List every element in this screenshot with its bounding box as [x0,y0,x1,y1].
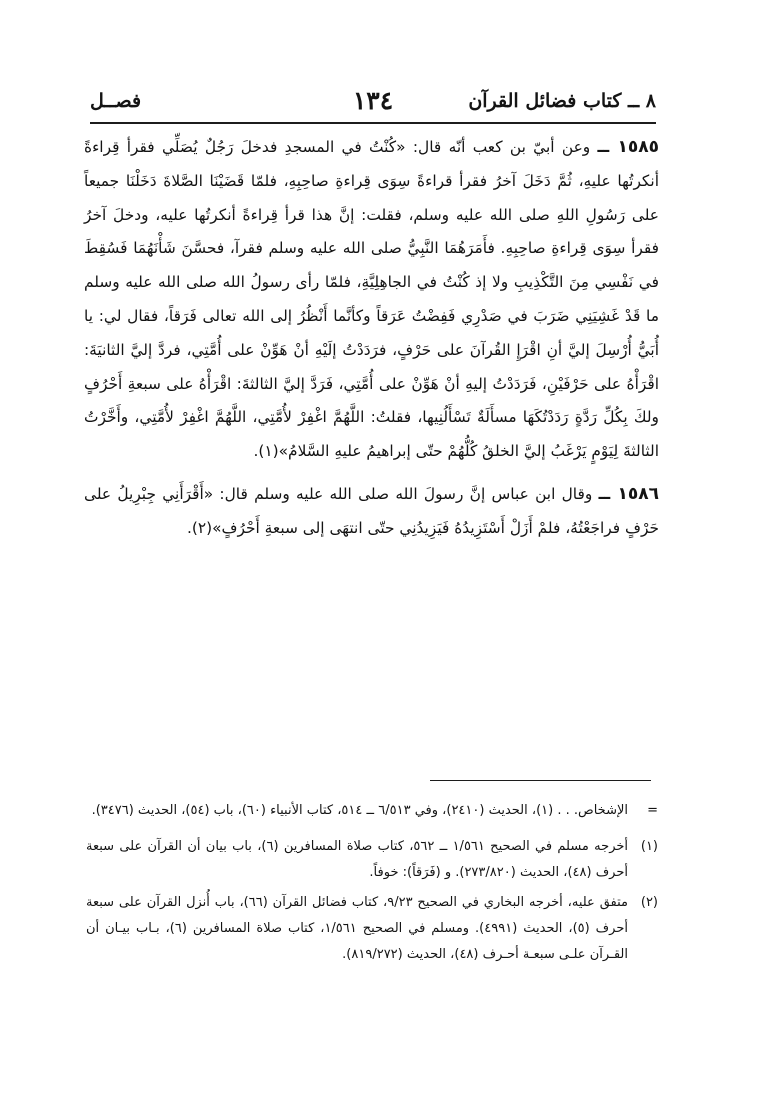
hadith-number: ١٥٨٦ ــ [598,483,659,504]
running-header [90,86,656,120]
footnote [86,890,658,968]
hadith-paragraph [84,131,659,469]
footnote-text: أخرجه مسلم في الصحيح ١/٥٦١ ــ ٥٦٢، كتاب صلاة المسافرين (٦)، باب بيان أن القرآن على سبعة أحرف (٤٨)، الحديث (٢٧٣/٨٢٠). و (فَرَقاً): خوفاً. [86,839,629,880]
footnote-text: متفق عليه، أخرجه البخاري في الصحيح ٩/٢٣، كتاب فضائل القرآن (٦٦)، باب أُنزل القرآن على سبعة أحرف (٥)، الحديث (٤٩٩١). ومسلم في الصحيح ١/٥٦١، كتاب صلاة المسافرين (٦)، بـاب بيـان أن القـرآن علـى سبعـة أحـرف (٤٨)، الحديث (٨١٩/٢٧٢). [86,895,628,962]
hadith-text: وعن أبيّ بن كعب أنّه قال: «كُنْتُ في المسجدِ فدخلَ رَجُلٌ يُصَلِّي فقرأ قِراءةً أنكرتُها عليهِ، ثُمَّ دَخَلَ آخرُ فقرأ قراءةً سِوَى قِراءةِ صاحِبِهِ، فلمّا قَضَيْنَا الصَّلاةَ دَخَلْنَا جميعاً على رَسُولِ اللهِ صلى الله عليه وسلم، فقلت: إنَّ هذا قرأ قِراءةً أنكرتُها عليه، ودخلَ آخرُ فقرأ سِوَى قِراءةِ صاحِبِهِ. فأَمَرَهُمَا النَّبِيُّ صلى الله عليه وسلم فقرآ، فحسَّنَ شَأْنَهُمَا فَسُقِطَ في نَفْسِي مِنَ التَّكْذِيبِ ولا إذ كُنْتُ في الجاهِلِيَّةِ، فلمّا رأى رسولُ الله صلى الله عليه وسلم ما قَدْ غَشِيَنِي ضَرَبَ في صَدْرِي فَفِضْتُ عَرَقاً وكأنَّما أَنْظُرُ إلى الله تعالى فَرَقاً، فقال لي: يا أُبَيُّ أُرْسِلَ إليَّ أنِ اقْرَإِ القُرآنَ على حَرْفٍ، فرَدَدْتُ إلَيْهِ أنْ هَوِّنْ على أُمَّتِي، فردَّ إليَّ الثانيَةَ: اقْرَأْهُ على حَرْفَيْنِ، فَرَدَدْتُ إليهِ أنْ هَوِّنْ على أُمَّتِي، فَرَدَّ إليَّ الثالثةَ: اقْرَأْهُ على سبعةِ أَحْرُفٍ ولكَ بِكُلِّ رَدَّةٍ رَدَدْتُكَهَا مسأَلَةٌ تَسْأَلُنِيها، فقلتُ: اللَّهُمَّ اغْفِرْ لأُمَّتِي، اللَّهُمَّ اغْفِرْ لأُمَّتِي، وأَخَّرْتُ الثالثةَ لِيَوْمٍ يَرْغَبُ إليَّ الخلقُ كُلُّهُمْ حتّى إبراهيمُ عليهِ السَّلامُ»(١). [84,138,659,461]
book-title: ٨ ــ كتاب فضائل القرآن [468,90,656,112]
footnote-marker: = [647,803,658,818]
footnote-text: الإشخاص. . . (١)، الحديث (٢٤١٠)، وفي ٦/٥١٣ ــ ٥١٤، كتاب الأنبياء (٦٠)، باب (٥٤)، الحديث (٣٤٧٦). [91,803,628,818]
hadith-paragraph [84,478,659,546]
footnote-marker: (١) [640,839,658,854]
main-text [84,131,659,546]
footnote [86,834,658,886]
page-number: ١٣٤ [352,86,394,115]
hadith-number: ١٥٨٥ ــ [597,137,659,157]
header-rule [90,122,656,124]
footnotes [86,798,658,968]
footnote-separator [430,780,651,781]
footnote-continuation [86,798,658,824]
hadith-text: وقال ابن عباس إنَّ رسولَ الله صلى الله عليه وسلم قال: «أَقْرَأَنِي جِبْرِيلُ على حَرْفٍ فراجَعْتُهُ، فلمْ أَزَلْ أَسْتَزِيدُهُ فَيَزِيدُنِي حتّى انتهَى إلى سبعةِ أَحْرُفٍ»(٢). [84,484,659,537]
section-label: فصــل [90,90,142,112]
footnote-marker: (٢) [640,895,658,910]
